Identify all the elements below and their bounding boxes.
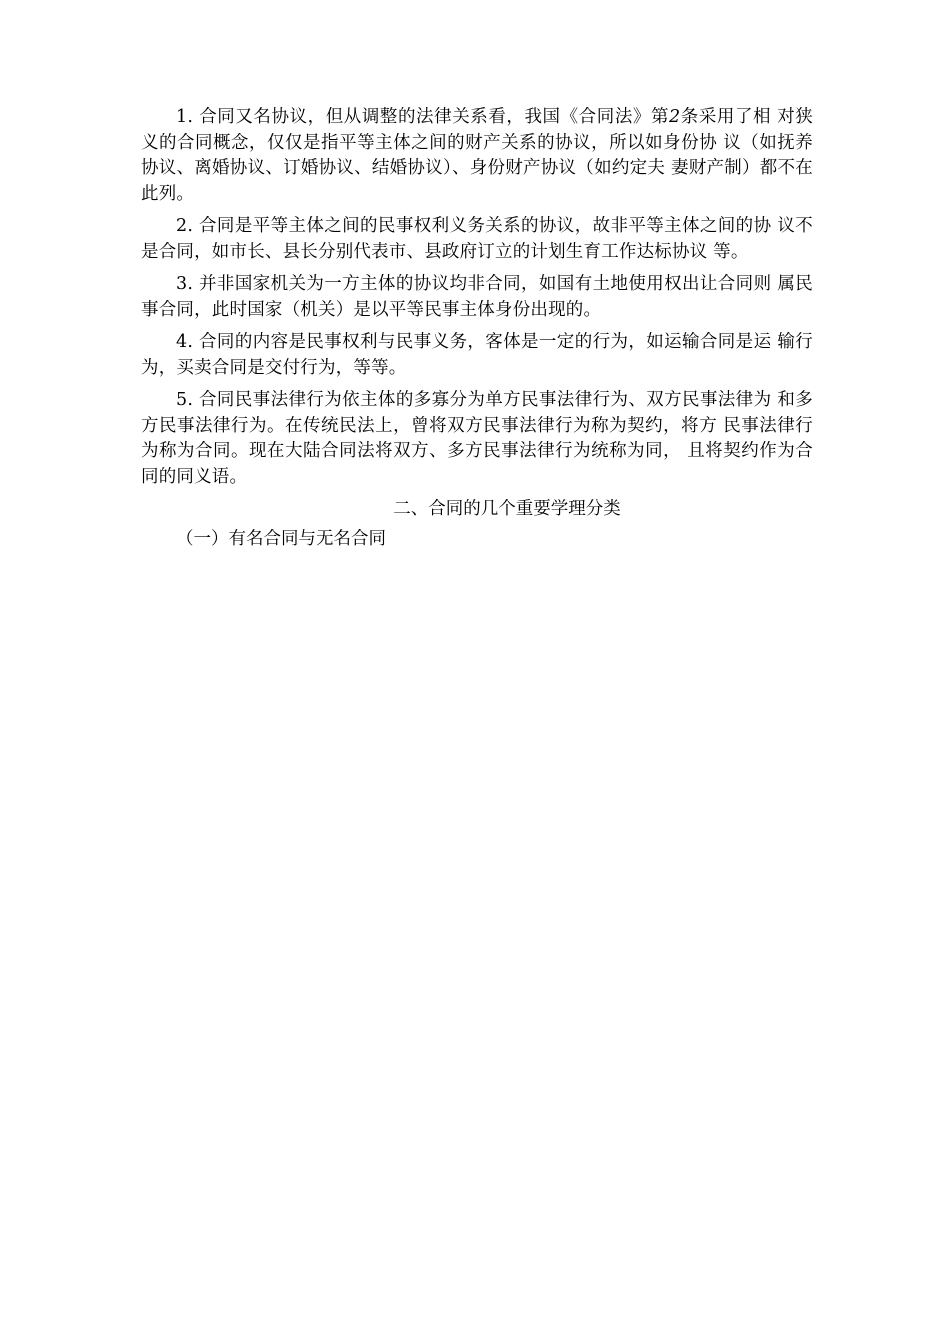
paragraph-1 — [141, 105, 813, 207]
section-heading: 二、合同的几个重要学理分类 — [393, 499, 621, 519]
paragraph-4: 4. 合同的内容是民事权利与民事义务，客体是一定的行为，如运输合同是运 输行为，买卖合同是交付行为，等等。 — [141, 332, 813, 378]
paragraph-1-text-start: 1. 合同又名协议，但从调整的法律关系看，我国《合同法》第 — [176, 107, 670, 127]
paragraph-2: 2. 合同是平等主体之间的民事权利义务关系的协议，故非平等主体之间的协 议不是合同，如市长、县长分别代表市、县政府订立的计划生育工作达标协议 等。 — [141, 216, 813, 262]
document-body — [141, 105, 813, 552]
paragraph-1-text-end: 条采用了相 对狭义的合同概念，仅仅是指平等主体之间的财产关系的协议，所以如身份协 议（如抚养协议、离婚协议、订婚协议、结婚协议）、身份财产协议（如约定夫 妻财产制）都不在此列。 — [141, 107, 813, 204]
paragraph-5: 5. 合同民事法律行为依主体的多寡分为单方民事法律行为、双方民事法律为 和多方民事法律行为。在传统民法上，曾将双方民事法律行为称为契约，将方 民事法律行为称为合同。现在大陆合同法将双方、多方民事法律行为统称为同， 且将契约作为合同的同义语。 — [141, 390, 813, 487]
sub-heading: （一）有名合同与无名合同 — [176, 528, 386, 549]
paragraph-3: 3. 并非国家机关为一方主体的协议均非合同，如国有土地使用权出让合同则 属民事合同，此时国家（机关）是以平等民事主体身份出现的。 — [141, 274, 813, 320]
article-number: 2 — [669, 107, 681, 127]
